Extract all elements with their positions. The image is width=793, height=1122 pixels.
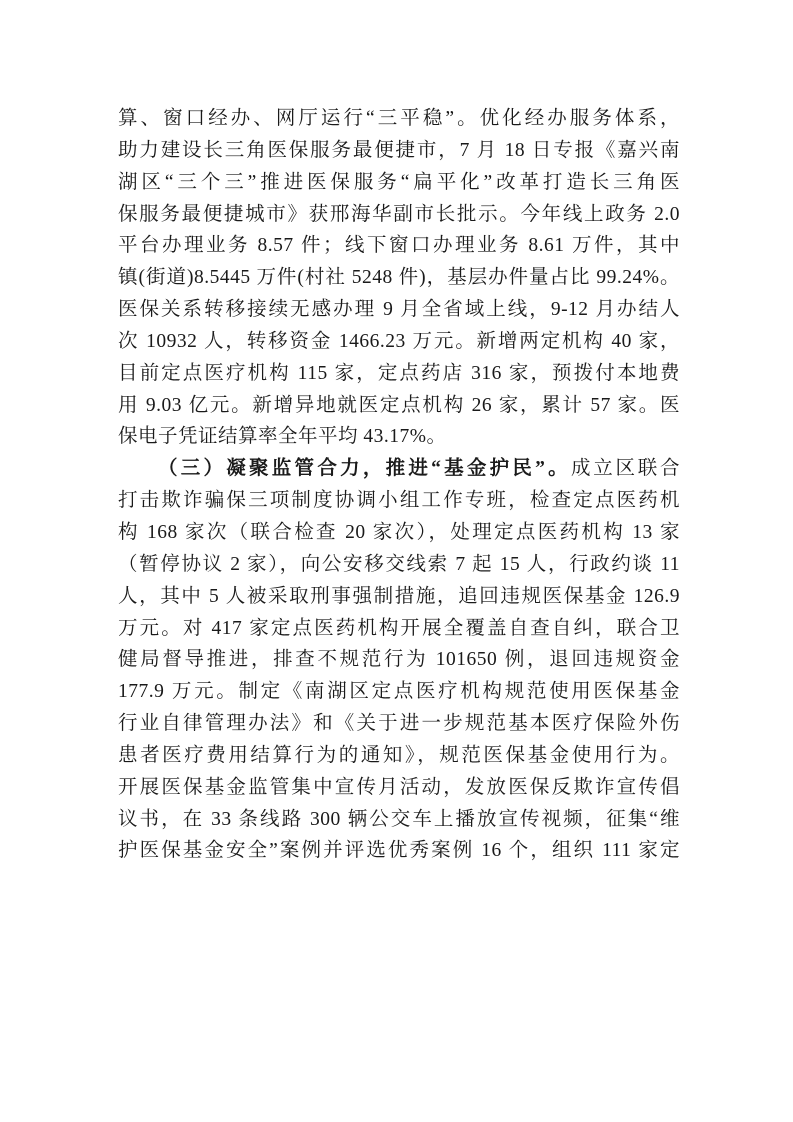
text-line: 算、窗口经办、网厅运行“三平稳”。优化经办服务体系， bbox=[118, 108, 680, 129]
text-line: 人，其中 5 人被采取刑事强制措施，追回违规医保基金 126.9 bbox=[118, 585, 680, 607]
text-line: 目前定点医疗机构 115 家，定点药店 316 家，预拨付本地费 bbox=[118, 362, 680, 384]
text-line: 健局督导推进，排查不规范行为 101650 例，退回违规资金 bbox=[118, 649, 680, 671]
text-line: 湖区“三个三”推进医保服务“扁平化”改革打造长三角医 bbox=[118, 171, 680, 193]
text-line: 镇(街道)8.5445 万件(村社 5248 件)，基层办件量占比 99.24%。 bbox=[118, 267, 680, 289]
text-line: 平台办理业务 8.57 件；线下窗口办理业务 8.61 万件，其中 bbox=[118, 235, 680, 257]
paragraph-service-optimization bbox=[118, 103, 680, 453]
text-line: 构 168 家次（联合检查 20 家次），处理定点医药机构 13 家 bbox=[118, 521, 680, 543]
text-line: 保电子凭证结算率全年平均 43.17%。 bbox=[118, 426, 447, 448]
heading-line-continuation: 成立区联合 bbox=[570, 458, 680, 480]
text-line: 开展医保基金监管集中宣传月活动，发放医保反欺诈宣传倡 bbox=[118, 776, 680, 798]
section-heading-line bbox=[118, 453, 680, 485]
text-line: 用 9.03 亿元。新增异地就医定点机构 26 家，累计 57 家。医 bbox=[118, 394, 680, 416]
document-body bbox=[118, 103, 680, 867]
paragraph-fund-supervision bbox=[118, 453, 680, 867]
text-line: 医保关系转移接续无感办理 9 月全省域上线，9-12 月办结人 bbox=[118, 299, 680, 321]
text-line: 助力建设长三角医保服务最便捷市，7 月 18 日专报《嘉兴南 bbox=[118, 139, 680, 161]
text-line: 护医保基金安全”案例并评选优秀案例 16 个，组织 111 家定 bbox=[118, 840, 680, 862]
text-line: 万元。对 417 家定点医药机构开展全覆盖自查自纠，联合卫 bbox=[118, 617, 680, 639]
text-line: 议书，在 33 条线路 300 辆公交车上播放宣传视频，征集“维 bbox=[118, 808, 680, 830]
text-line: 患者医疗费用结算行为的通知》，规范医保基金使用行为。 bbox=[118, 744, 680, 766]
text-line: 次 10932 人，转移资金 1466.23 万元。新增两定机构 40 家， bbox=[118, 330, 680, 352]
text-line: 打击欺诈骗保三项制度协调小组工作专班，检查定点医药机 bbox=[118, 490, 680, 512]
text-line: （暂停协议 2 家），向公安移交线索 7 起 15 人，行政约谈 11 bbox=[118, 553, 680, 575]
text-line: 保服务最便捷城市》获邢海华副市长批示。今年线上政务 2.0 bbox=[118, 203, 680, 225]
text-line: 177.9 万元。制定《南湖区定点医疗机构规范使用医保基金 bbox=[118, 681, 680, 703]
section-heading: （三）凝聚监管合力，推进“基金护民”。 bbox=[158, 458, 571, 480]
text-line: 行业自律管理办法》和《关于进一步规范基本医疗保险外伤 bbox=[118, 713, 680, 735]
